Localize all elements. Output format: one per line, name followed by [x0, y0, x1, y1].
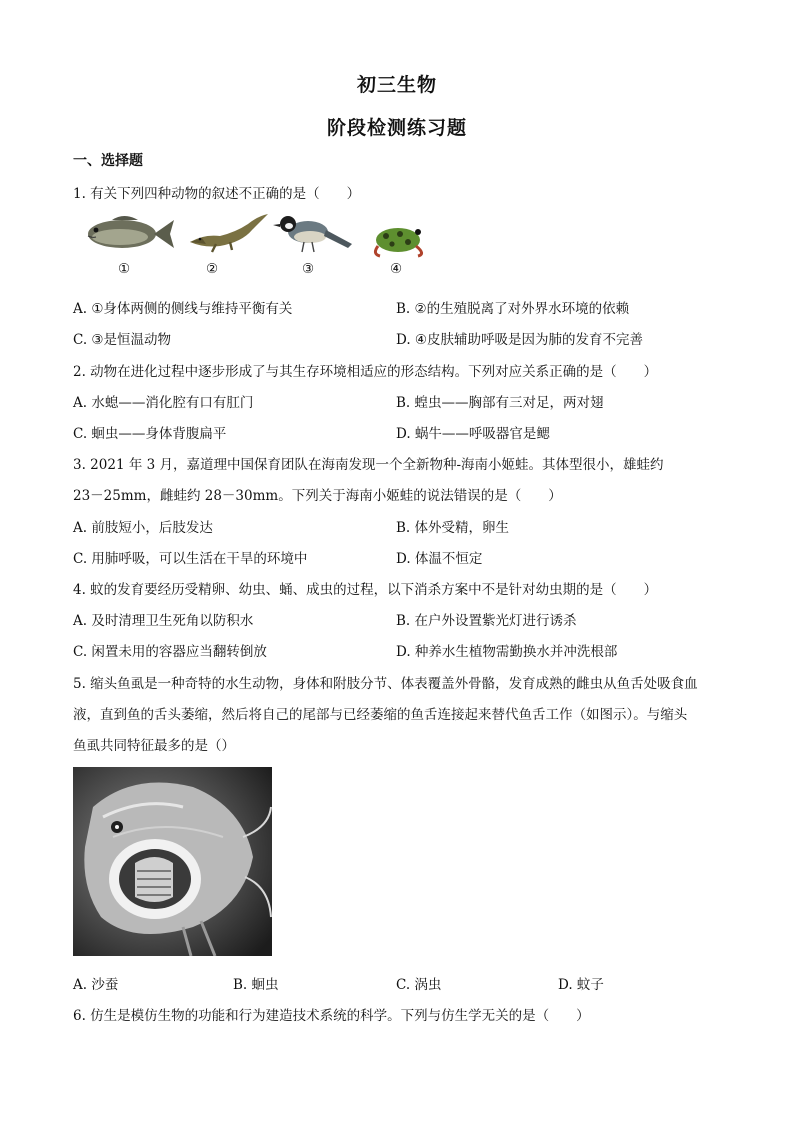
q5-option-d: D. 蚊子	[558, 977, 604, 993]
doc-subtitle: 阶段检测练习题	[326, 117, 467, 139]
q4-option-a: A. 及时清理卫生死角以防积水	[73, 613, 254, 629]
q1-label-1: ①	[118, 261, 131, 277]
frog-icon	[366, 218, 432, 258]
q2-option-b: B. 蝗虫——胸部有三对足，两对翅	[396, 395, 604, 411]
q5-stem-line3: 鱼虱共同特征最多的是（）	[73, 738, 235, 754]
section-heading: 一、选择题	[73, 153, 143, 169]
q1-label-4: ④	[390, 261, 403, 277]
crocodile-icon	[186, 208, 272, 254]
bird-icon	[268, 208, 354, 256]
q1-option-d: D. ④皮肤辅助呼吸是因为肺的发育不完善	[396, 332, 644, 348]
q3-option-d: D. 体温不恒定	[396, 551, 483, 567]
q4-stem: 4. 蚊的发育要经历受精卵、幼虫、蛹、成虫的过程，以下消杀方案中不是针对幼虫期的是（ ）	[73, 582, 658, 598]
q2-option-a: A. 水螅——消化腔有口有肛门	[73, 395, 254, 411]
q5-stem-line1: 5. 缩头鱼虱是一种奇特的水生动物，身体和附肢分节、体表覆盖外骨骼，发育成熟的雌虫从鱼舌处吸食血	[73, 676, 698, 692]
q4-option-b: B. 在户外设置紫光灯进行诱杀	[396, 613, 577, 629]
q3-stem-line1: 3. 2021 年 3 月，嘉道理中国保育团队在海南发现一个全新物种-海南小姬蛙。其体型很小，雄蛙约	[73, 457, 664, 473]
q5-option-c: C. 涡虫	[396, 977, 442, 993]
q3-stem-line2: 23－25mm，雌蛙约 28－30mm。下列关于海南小姬蛙的说法错误的是（ ）	[73, 488, 562, 504]
doc-title: 初三生物	[356, 74, 437, 96]
fish-mouth-photo	[73, 767, 272, 956]
q2-option-d: D. 蜗牛——呼吸器官是鳃	[396, 426, 550, 442]
q5-option-a: A. 沙蚕	[73, 977, 119, 993]
q2-stem: 2. 动物在进化过程中逐步形成了与其生存环境相适应的形态结构。下列对应关系正确的是（ ）	[73, 364, 658, 380]
q1-option-b: B. ②的生殖脱离了对外界水环境的依赖	[396, 301, 630, 317]
q6-stem: 6. 仿生是模仿生物的功能和行为建造技术系统的科学。下列与仿生学无关的是（ ）	[73, 1008, 590, 1024]
q1-option-a: A. ①身体两侧的侧线与维持平衡有关	[73, 301, 293, 317]
q1-label-2: ②	[206, 261, 219, 277]
q1-label-3: ③	[302, 261, 315, 277]
q1-option-c: C. ③是恒温动物	[73, 332, 172, 348]
q3-option-c: C. 用肺呼吸，可以生活在干旱的环境中	[73, 551, 308, 567]
q2-option-c: C. 蛔虫——身体背腹扁平	[73, 426, 227, 442]
q4-option-c: C. 闲置未用的容器应当翻转倒放	[73, 644, 267, 660]
q3-option-b: B. 体外受精，卵生	[396, 520, 510, 536]
q1-stem: 1. 有关下列四种动物的叙述不正确的是（ ）	[73, 186, 361, 202]
q3-option-a: A. 前肢短小，后肢发达	[73, 520, 213, 536]
fish-icon	[76, 210, 176, 256]
q5-stem-line2: 液，直到鱼的舌头萎缩，然后将自己的尾部与已经萎缩的鱼舌连接起来替代鱼舌工作（如图示）。与缩头	[73, 707, 688, 723]
q5-option-b: B. 蛔虫	[233, 977, 279, 993]
q4-option-d: D. 种养水生植物需勤换水并冲洗根部	[396, 644, 618, 660]
